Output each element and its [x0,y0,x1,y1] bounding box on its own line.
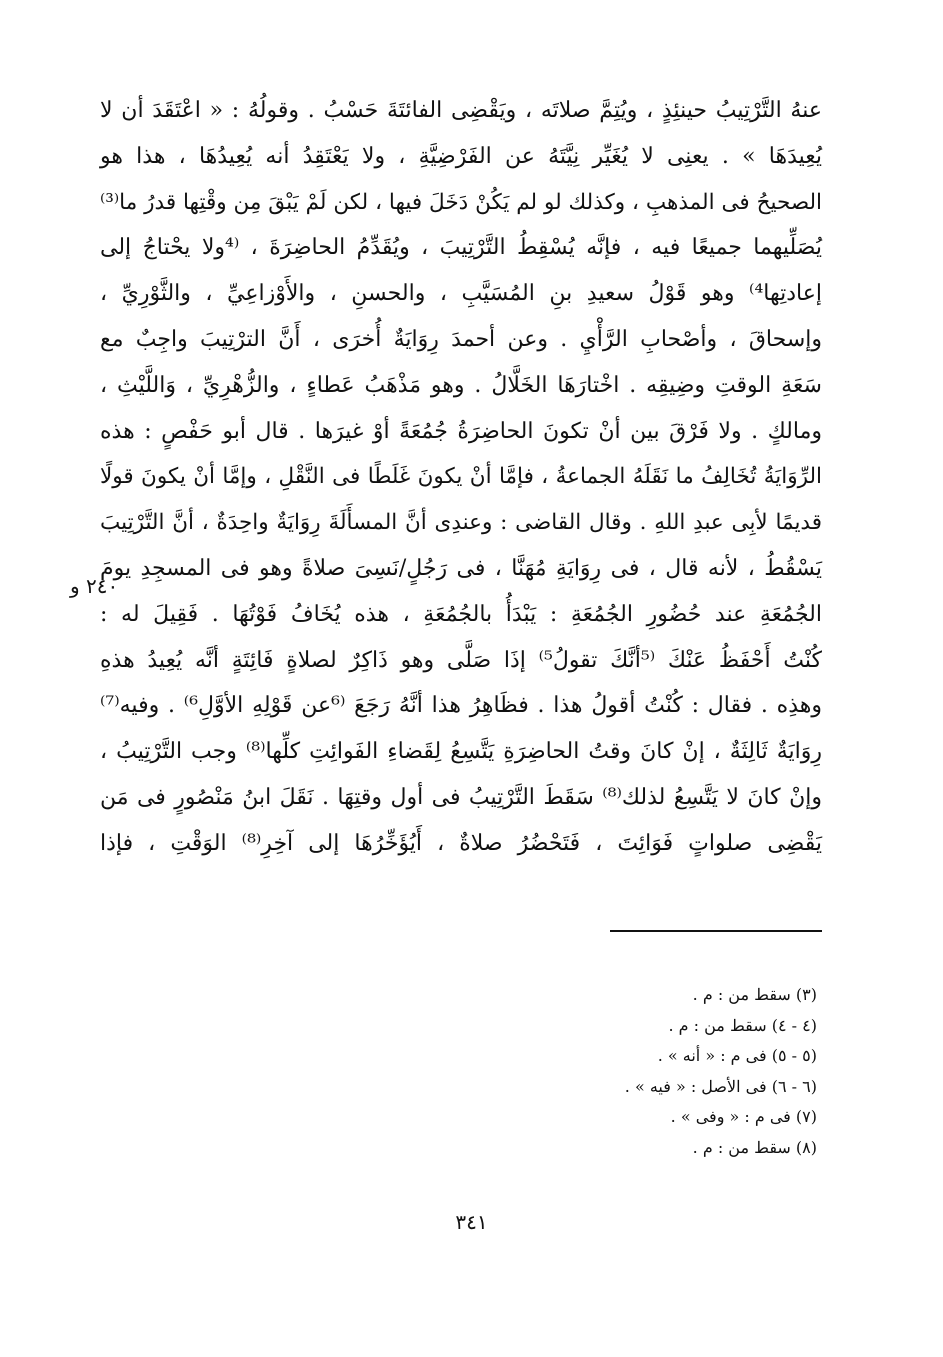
text-line: يُصَلِّيهما جميعًا فيه ، فإنَّه يُسْقِطُ التَّرْتِيبَ ، ويُقَدِّمُ الحاضِرَةَ ، ⁽⁴ولا يحْتاجُ إلى [100,235,822,261]
manuscript-folio-marker: ٢٤٠ و [70,574,119,598]
text-line: الرِّوَايَةُ تُخَالِفُ ما نَقَلَهُ الجماعةُ ، فإمَّا أنْ يكونَ غَلَطًا فى النَّقْلِ ، وإمَّا أنْ يكونَ قولًا [100,464,822,490]
footnote: (٤ - ٤) سقط من : م . [668,1015,817,1035]
text-line: ومالكٍ . ولا فَرْقَ بين أنْ تكونَ الحاضِرَةُ جُمُعَةً أوْ غيرَها . قال أبو حَفْصٍ : هذه [100,418,822,444]
text-line: سَعَةِ الوقتِ وضِيقِه . اخْتارَهَا الخَلَّالُ . وهو مَذْهَبُ عَطاءٍ ، والزُّهْرِيِّ ، وَاللَّيْثِ ، [100,372,822,398]
text-line: عنهُ التَّرْتِيبُ حينئِذٍ ، ويُتِمَّ صلاتَه ، ويَقْضِى الفائتَةَ حَسْبُ . وقولُهُ : « اعْتَقَدَ أن لا [100,98,822,123]
text-line: الجُمُعَةِ عند حُضُورِ الجُمُعَةِ : يَبْدَأُ بالجُمُعَةِ ، هذه يُخَافُ فَوْتُهَا . فَقِيلَ له : [100,601,822,627]
footnote: (٧) فى م : « وفى » . [670,1107,817,1126]
text-line: رِوَايَةٌ ثَالِثَةٌ ، إنْ كانَ وقتُ الحاضِرَةِ يَتَّسِعُ لِقَضاءِ الفَوائِتِ كلِّها⁽⁸⁾ وجب التَّرْتِيبُ ، [100,739,822,765]
page-number: ٣٤١ [455,1210,488,1234]
text-line: يُعِيدَهَا » . يعنِى لا يُغَيِّر نِيَّتَهُ عن الفَرْضِيَّةِ ، ولا يَعْتَقِدُ أنه يُعِيدُهَا ، هذا هو [100,143,822,169]
text-line: إعادتِها⁴⁾ وهو قَوْلُ سعيدِ بنِ المُسَيَّبِ ، والحسنِ ، والأَوْزاعِيِّ ، والثَّوْرِيِّ ، [100,281,822,307]
text-line: قديمًا لأبِى عبدِ اللهِ . وقال القاضى : وعندِى أنَّ المسأَلَةَ رِوَايَةٌ واحِدَةٌ ، أنَّ التَّرْتِيبَ [100,510,822,536]
main-text-block [100,88,822,867]
footnote: (٨) سقط من : م . [692,1137,817,1157]
text-line: كُنْتُ أَحْفَظُ عَنْكَ ⁽⁵أنَّكَ تقولُ⁵⁾ إذَا صَلَّى وهو ذَاكِرٌ لصلاةٍ فَائِتَةٍ أنَّه يُعِيدُ هذهِ [100,647,823,673]
footnote-separator [610,930,822,932]
footnote: (٦ - ٦) فى الأصل : « فيه » . [624,1076,817,1096]
text-line: وإنْ كانَ لا يَتَّسِعُ لذلك⁽⁸⁾ سَقَطَ التَّرْتِيبُ فى أول وقتِهَا . نَقَلَ ابنُ مَنْصُورٍ فى مَن [100,784,822,810]
text-line: يَقْضِى صلواتٍ فَوَائِتَ ، فَتَحْضُرُ صلاةٌ ، أَيُؤَخِّرُهَا إلى آخِرِ⁽⁸⁾ الوَقْتِ ، فإذا [100,830,822,856]
footnotes [517,980,817,1163]
text-line: وهذِه . فقال : كُنْتُ أقولُ هذا . فظَاهِرُ هذا أنَّهُ رَجَعَ ⁽⁶عن قَوْلِهِ الأوَّلِ⁶⁾ . وفيه⁽⁷⁾ [100,693,822,719]
footnote: (٥ - ٥) فى م : « أنه » . [657,1046,817,1065]
text-line: وإسحاقَ ، وأصْحابِ الرَّأْيِ . وعن أحمدَ رِوَايَةٌ أُخرَى ، أَنَّ الترْتِيبَ واجِبٌ مع [100,326,822,352]
footnote: (٣) سقط من : م . [692,985,817,1004]
text-line: يَسْقُطُ ، لأنه قال ، فى رِوَايَةِ مُهَنَّا ، فى رَجُلٍ/نَسِىَ صلاةً وهو فى المسجِدِ يومَ [100,555,822,581]
text-line: الصحيحُ فى المذهبِ ، وكذلك لو لم يَكُنْ دَخَلَ فيها ، لكن لَمْ يَبْقَ مِن وقْتِها قدرُ ما⁽³⁾ [100,189,822,215]
